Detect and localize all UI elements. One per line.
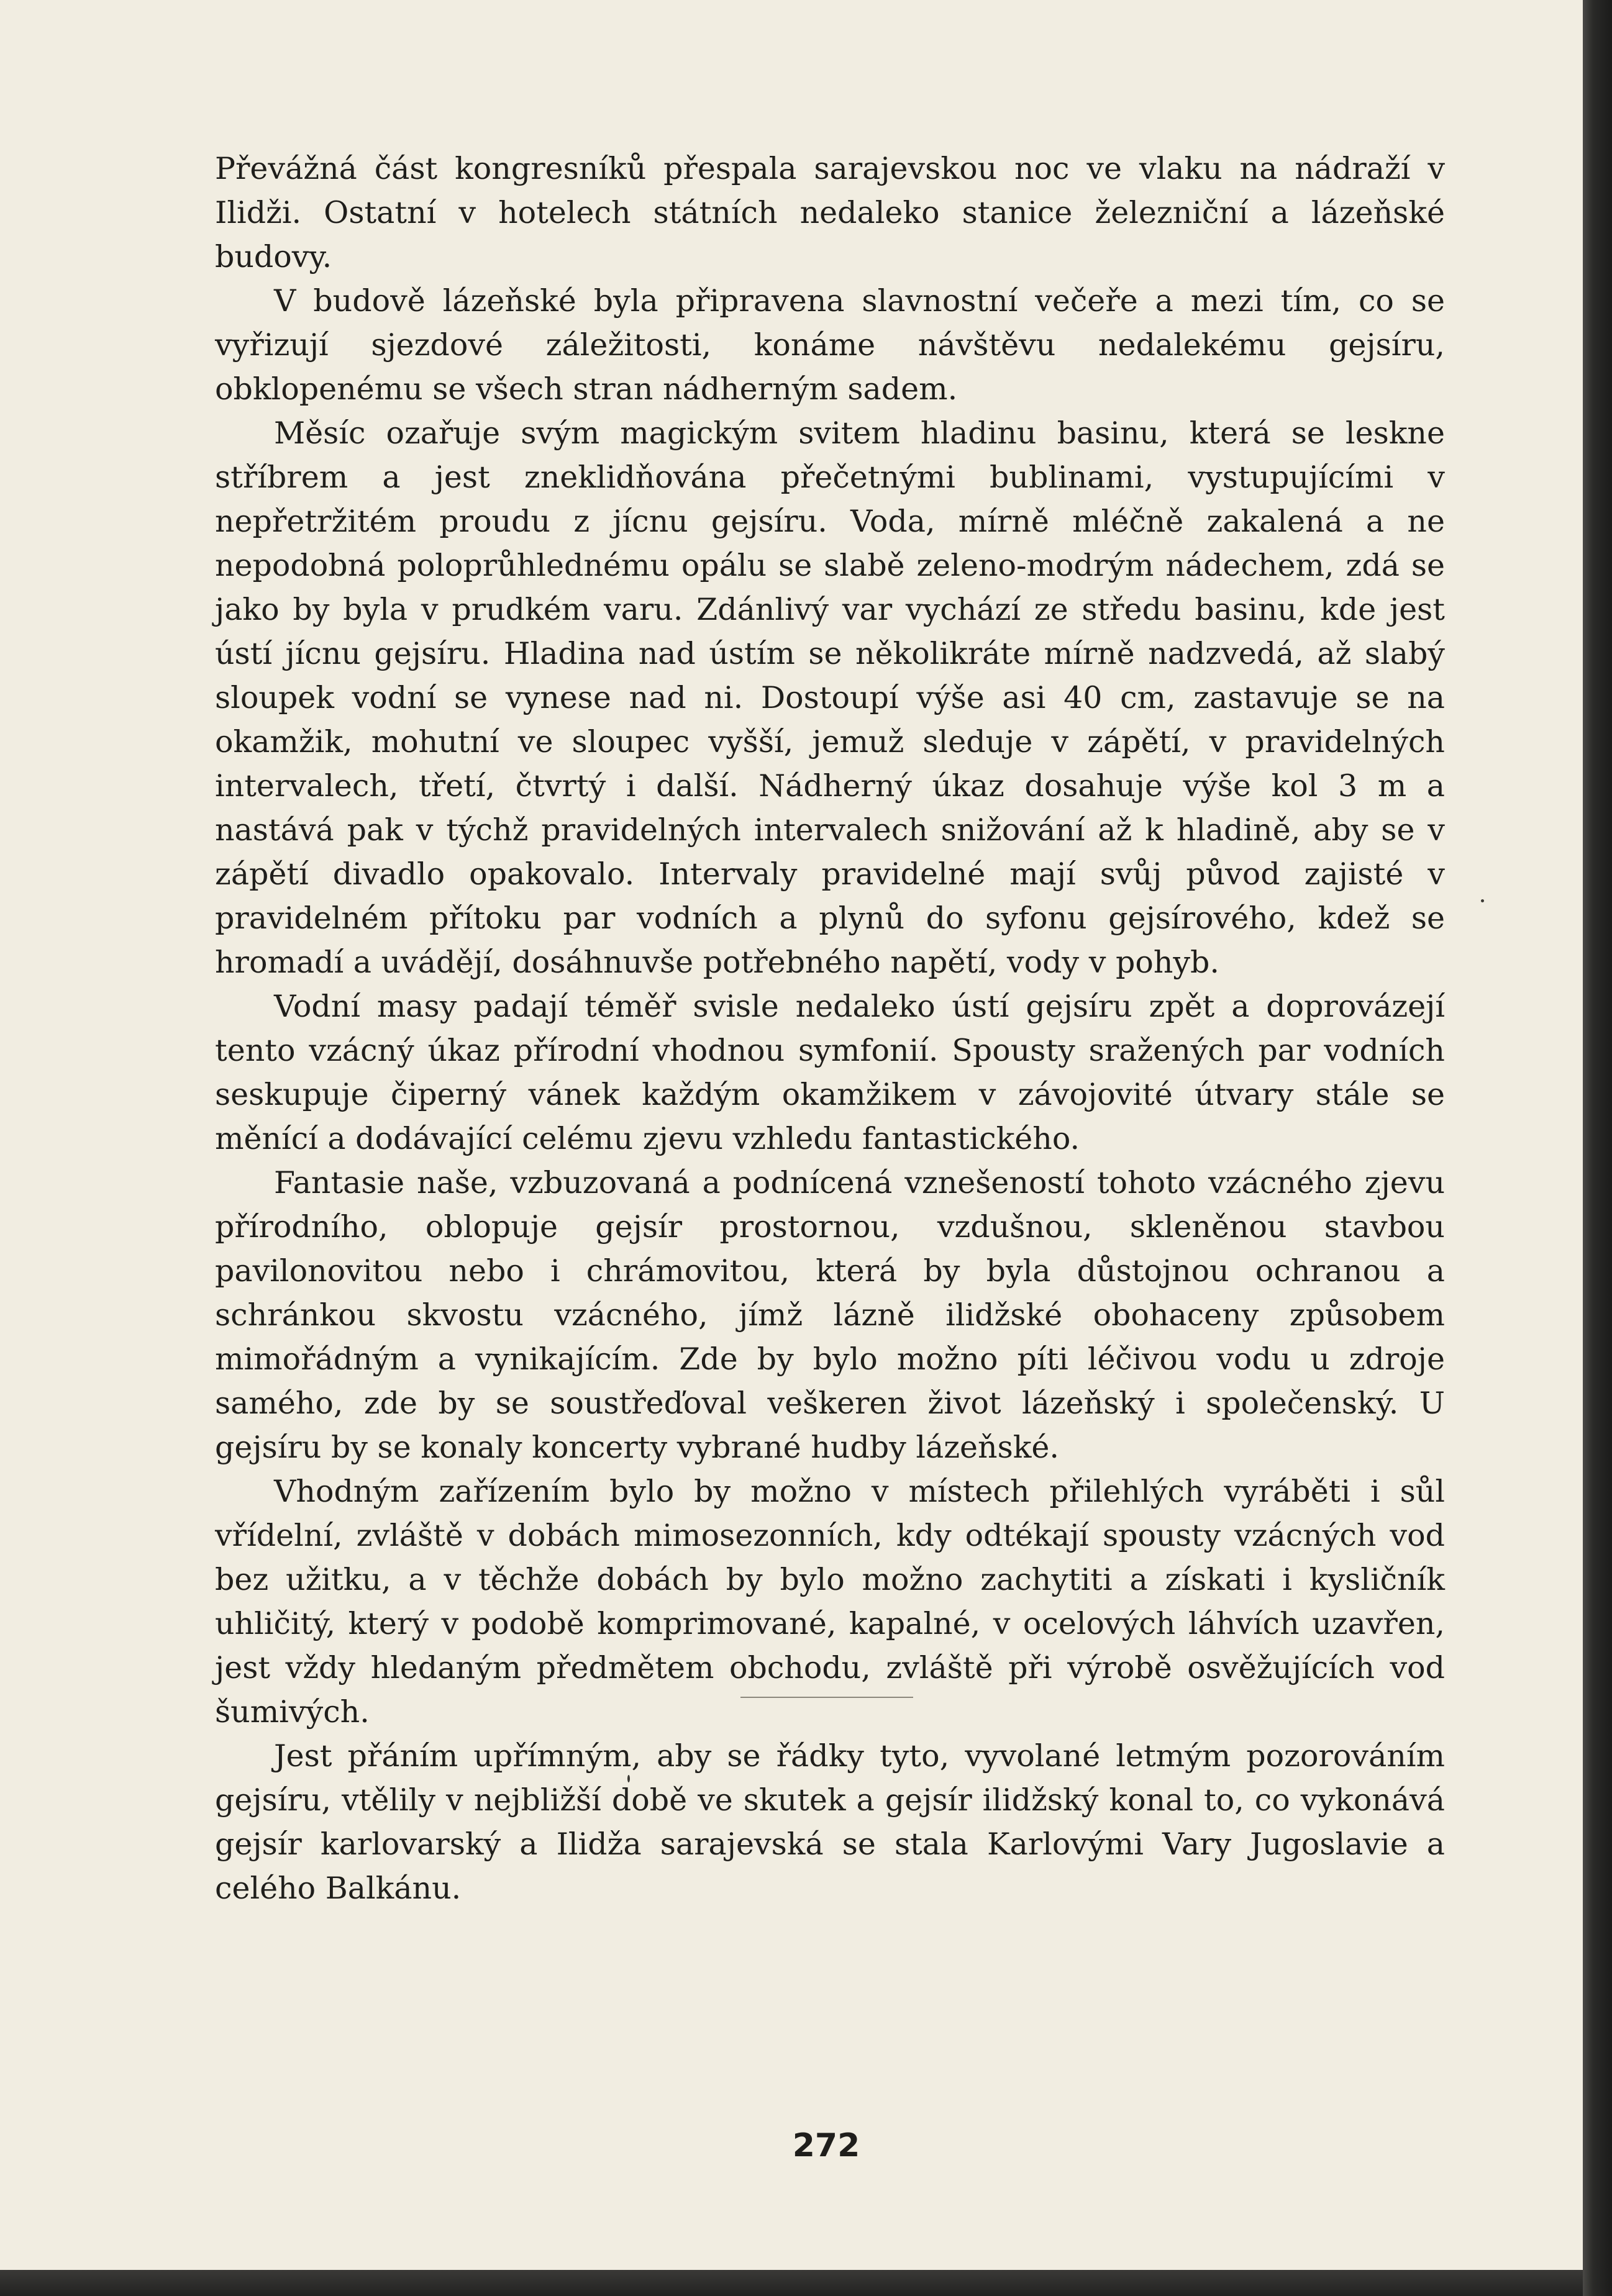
book-spine-edge bbox=[1583, 0, 1612, 2296]
paragraph-3: Měsíc ozařuje svým magickým svitem hladinu basinu, která se leskne stříbrem a jest zneklidňována přečetnými bublinami, vystupujícími v nepřetržitém proudu z jícnu gejsíru. Voda, mírně mléčně zakalená a ne nepodobná poloprůhlednému opálu se slabě zeleno-modrým nádechem, zdá se jako by byla v prudkém varu. Zdánlivý var vychází ze středu basinu, kde jest ústí jícnu gejsíru. Hladina nad ústím se několikráte mírně nadzvedá, až slabý sloupek vodní se vynese nad ni. Dostoupí výše asi 40 cm, zastavuje se na okamžik, mohutní ve sloupec vyšší, jemuž sleduje v zápětí, v pravidelných intervalech, třetí, čtvrtý i další. Nádherný úkaz dosahuje výše kol 3 m a nastává pak v týchž pravidelných intervalech snižování až k hladině, aby se v zápětí divadlo opakovalo. Intervaly pravidelné mají svůj původ zajisté v pravidelném přítoku par vodních a plynů do syfonu gejsírového, kdež se hromadí a uvádějí, dosáhnuvše potřebného napětí, vody v pohyb. bbox=[215, 415, 1445, 980]
section-separator-rule bbox=[740, 1697, 913, 1698]
page-number: 272 bbox=[792, 2127, 860, 2164]
paragraph-5: Fantasie naše, vzbuzovaná a podnícená vznešeností tohoto vzácného zjevu přírodního, oblopuje gejsír prostornou, vzdušnou, skleněnou stavbou pavilonovitou nebo i chrámovitou, která by byla důstojnou ochranou a schránkou skvostu vzácného, jímž lázně ilidžské obohaceny způsobem mimořádným a vynikajícím. Zde by bylo možno píti léčivou vodu u zdroje samého, zde by se soustřeďoval veškeren život lázeňský i společenský. U gejsíru by se konaly koncerty vybrané hudby lázeňské. bbox=[215, 1165, 1445, 1465]
paragraph-4: Vodní masy padají téměř svisle nedaleko ústí gejsíru zpět a doprovázejí tento vzácný úkaz přírodní vhodnou symfonií. Spousty sražených par vodních seskupuje čiperný vánek každým okamžikem v závojovité útvary stále se měnící a dodávající celému zjevu vzhledu fantastického. bbox=[215, 989, 1445, 1156]
scan-bottom-edge bbox=[0, 2270, 1583, 2296]
body-text bbox=[215, 147, 1445, 1910]
paragraph-7: Jest přáním upřímným, aby se řádky tyto, vyvolané letmým pozorováním gejsíru, vtělily v nejbližší době ve skutek a gejsír ilidžský konal to, co vykonává gejsír karlovarský a Ilidža sarajevská se stala Karlovými Vary Jugoslavie a celého Balkánu. bbox=[215, 1738, 1445, 1906]
paper-speck bbox=[627, 1775, 630, 1782]
paragraph-2: V budově lázeňské byla připravena slavnostní večeře a mezi tím, co se vyřizují sjezdové záležitosti, konáme návštěvu nedalekému gejsíru, obklopenému se všech stran nádherným sadem. bbox=[215, 283, 1445, 407]
paragraph-1: Převážná část kongresníků přespala sarajevskou noc ve vlaku na nádraží v Ilidži. Ostatní v hotelech státních nedaleko stanice železniční a lázeňské budovy. bbox=[215, 151, 1445, 275]
paragraph-6: Vhodným zařízením bylo by možno v místech přilehlých vyráběti i sůl vřídelní, zvláště v dobách mimosezonních, kdy odtékají spousty vzácných vod bez užitku, a v těchže dobách by bylo možno zachytiti a získati i kysličník uhličitý, který v podobě komprimované, kapalné, v ocelových láhvích uzavřen, jest vždy hledaným předmětem obchodu, zvláště při výrobě osvěžujících vod šumivých. bbox=[215, 1474, 1445, 1730]
paper-speck bbox=[1481, 899, 1484, 902]
